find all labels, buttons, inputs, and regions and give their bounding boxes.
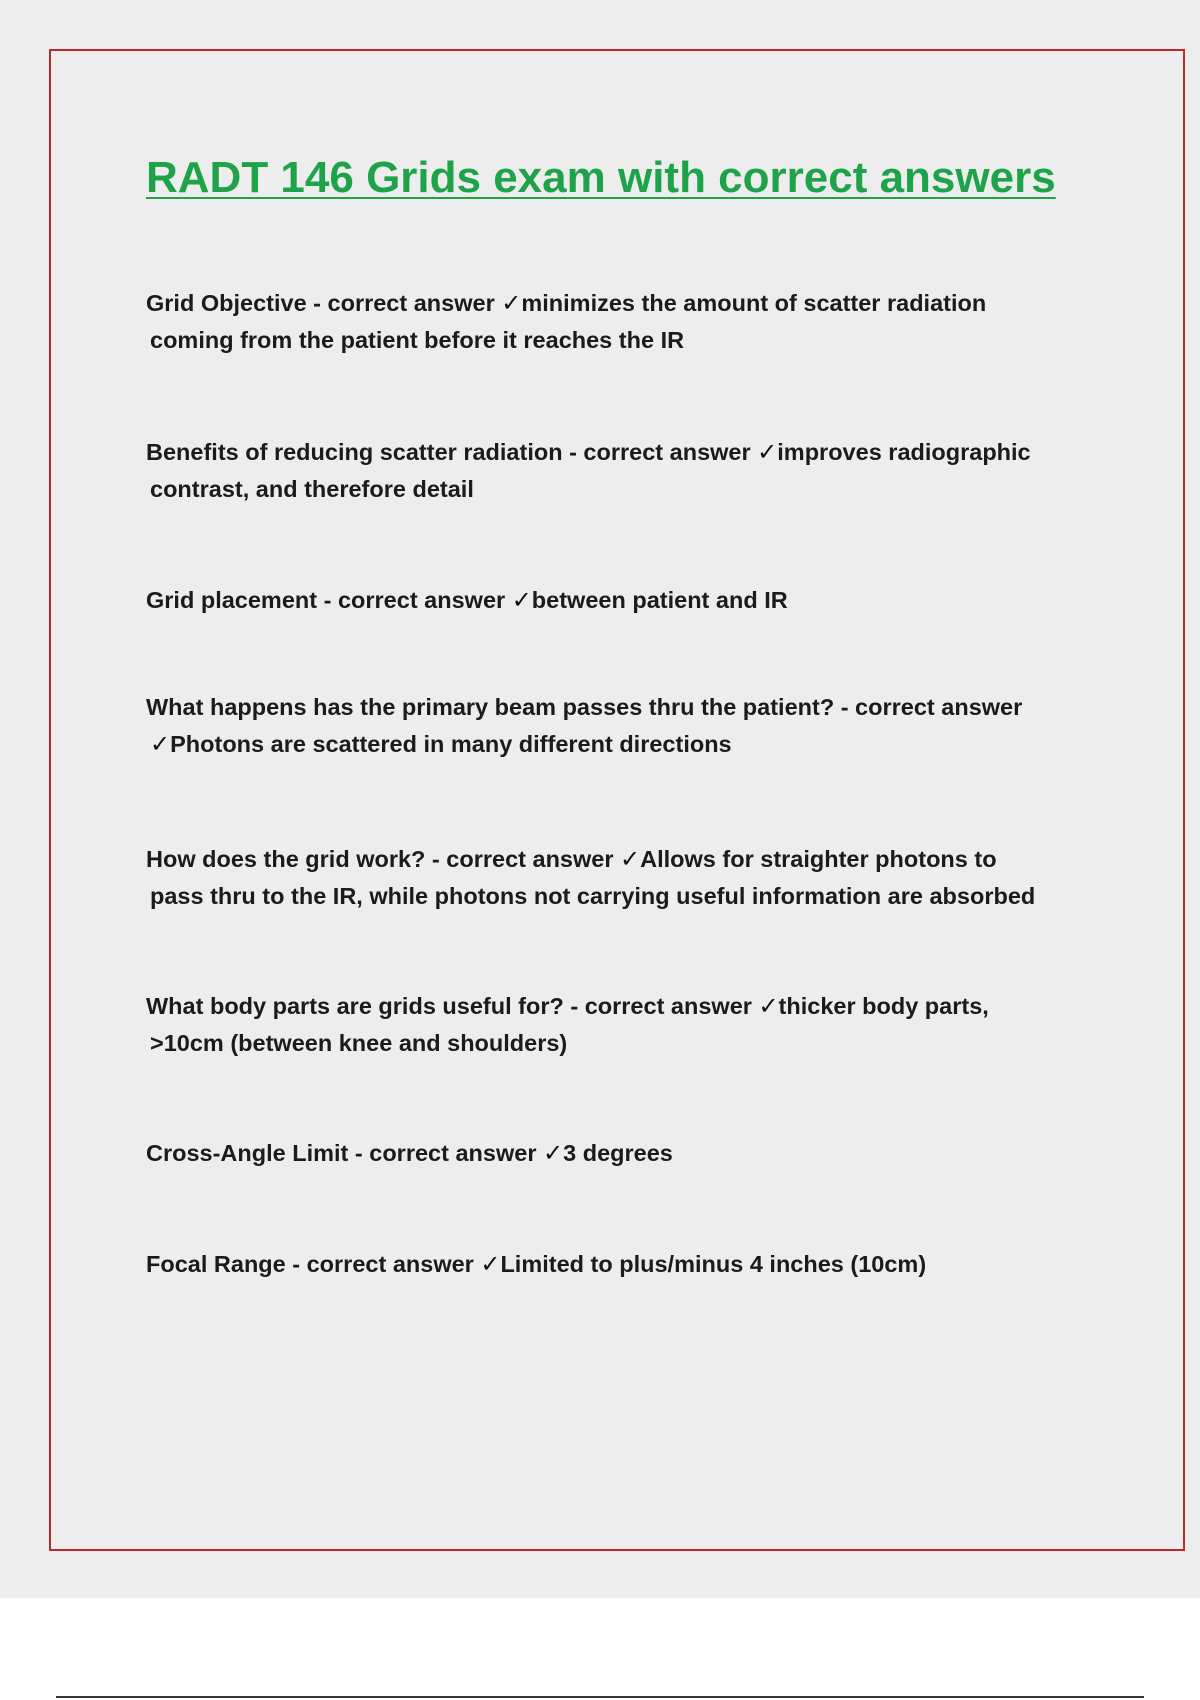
answer-continuation: coming from the patient before it reaches the IR — [150, 327, 685, 353]
qa-item-focal-range — [146, 1246, 1096, 1283]
answer-text: Photons are scattered in many different directions — [170, 731, 732, 757]
answer-text: thicker body parts, — [778, 993, 989, 1019]
checkmark-icon: ✓ — [543, 1139, 564, 1167]
footer-divider — [56, 1696, 1144, 1698]
qa-line — [146, 285, 1096, 322]
qa-item-grid-objective — [146, 285, 1096, 359]
checkmark-icon: ✓ — [757, 438, 778, 466]
qa-item-primary-beam — [146, 689, 1096, 763]
document-title: RADT 146 Grids exam with correct answers — [146, 153, 1056, 202]
qa-line — [146, 841, 1096, 878]
checkmark-icon: ✓ — [480, 1250, 501, 1278]
checkmark-icon: ✓ — [758, 992, 779, 1020]
checkmark-icon: ✓ — [150, 730, 171, 758]
qa-line — [146, 988, 1096, 1025]
checkmark-icon: ✓ — [511, 586, 532, 614]
qa-item-how-grid-works — [146, 841, 1096, 915]
page-border-frame — [49, 49, 1185, 1551]
qa-line — [146, 1135, 1096, 1172]
answer-text: between patient and IR — [531, 587, 788, 613]
answer-continuation: >10cm (between knee and shoulders) — [150, 1030, 568, 1056]
answer-text: minimizes the amount of scatter radiation — [521, 290, 987, 316]
question-text: What happens has the primary beam passes thru the patient? - correct answer — [146, 694, 1023, 720]
qa-line — [146, 582, 1096, 619]
answer-text: Allows for straighter photons to — [640, 846, 997, 872]
qa-line — [146, 726, 1096, 763]
answer-text: improves radiographic — [777, 439, 1031, 465]
qa-item-cross-angle-limit — [146, 1135, 1096, 1172]
question-text: Benefits of reducing scatter radiation - correct answer — [146, 439, 758, 465]
answer-continuation: contrast, and therefore detail — [150, 476, 474, 502]
checkmark-icon: ✓ — [501, 289, 522, 317]
qa-item-grid-placement — [146, 582, 1096, 619]
question-text: What body parts are grids useful for? - correct answer — [146, 993, 759, 1019]
qa-line — [146, 1246, 1096, 1283]
answer-continuation: pass thru to the IR, while photons not carrying useful information are absorbed — [150, 883, 1036, 909]
question-text: Cross-Angle Limit - correct answer — [146, 1140, 543, 1166]
checkmark-icon: ✓ — [620, 845, 641, 873]
question-text: How does the grid work? - correct answer — [146, 846, 621, 872]
answer-text: Limited to plus/minus 4 inches (10cm) — [500, 1251, 927, 1277]
qa-line — [146, 434, 1096, 471]
answer-text: 3 degrees — [563, 1140, 673, 1166]
qa-item-benefits-scatter — [146, 434, 1096, 508]
question-text: Focal Range - correct answer — [146, 1251, 481, 1277]
question-text: Grid Objective - correct answer — [146, 290, 502, 316]
question-text: Grid placement - correct answer — [146, 587, 512, 613]
qa-item-body-parts — [146, 988, 1096, 1062]
